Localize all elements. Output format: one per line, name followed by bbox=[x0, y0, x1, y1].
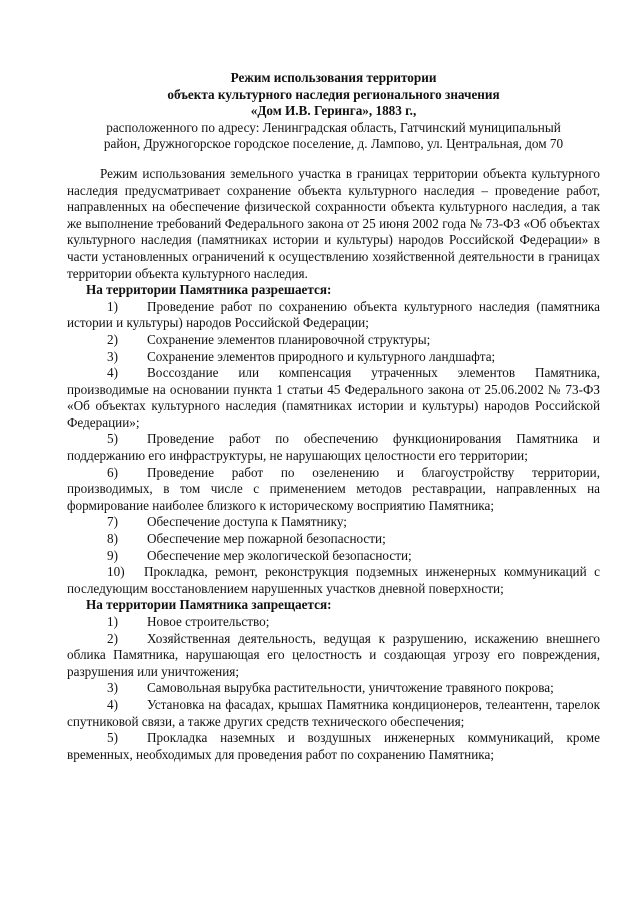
list-item bbox=[67, 299, 600, 332]
list-item bbox=[67, 564, 600, 597]
item-number: 4) bbox=[107, 696, 118, 712]
item-number: 4) bbox=[107, 365, 118, 381]
allowed-heading: На территории Памятника разрешается: bbox=[86, 282, 332, 298]
title-line-1: Режим использования территории bbox=[230, 70, 437, 85]
address-line-2: район, Дружногорское городское поселение, д. Лампово, ул. Центральная, дом 70 bbox=[103, 136, 564, 152]
item-number: 2) bbox=[107, 630, 118, 646]
list-item bbox=[67, 730, 600, 763]
item-text: Обеспечение мер экологической безопасности; bbox=[147, 547, 412, 563]
item-number: 3) bbox=[107, 348, 118, 364]
list-item bbox=[67, 514, 600, 531]
item-text: Обеспечение мер пожарной безопасности; bbox=[147, 531, 386, 547]
item-text: Воссоздание или компенсация утраченных элементов Памятника, производимые на основании пункта 1 статьи 45 Федерального закона от 25.06.2002 № 73-ФЗ «Об объектах культурного наследия (памятниках истории и культуры) народов Российской Федерации»; bbox=[67, 365, 600, 430]
list-item bbox=[67, 614, 600, 631]
item-text: Сохранение элементов планировочной структуры; bbox=[147, 331, 431, 347]
list-item bbox=[67, 332, 600, 349]
item-number: 10) bbox=[107, 564, 125, 580]
list-item bbox=[67, 349, 600, 366]
item-text: Новое строительство; bbox=[147, 614, 270, 629]
item-number: 5) bbox=[107, 730, 118, 746]
item-number: 3) bbox=[107, 680, 118, 696]
allowed-list bbox=[67, 299, 600, 598]
list-item bbox=[67, 680, 600, 697]
list-item bbox=[67, 431, 600, 464]
item-text: Проведение работ по сохранению объекта культурного наследия (памятника истории и культуры) народов Российской Федерации; bbox=[67, 298, 600, 331]
item-text: Обеспечение доступа к Памятнику; bbox=[147, 514, 347, 530]
intro-paragraph: Режим использования земельного участка в границах территории объекта культурного наследия предусматривает сохранение объекта культурного наследия – проведение работ, направленных на обеспечение физической сохранности объекта культурного наследия, а так же выполнение требований Федерального закона от 25 июня 2002 года № 73-ФЗ «Об объектах культурного наследия (памятниках истории и культуры) народов Российской Федерации» в части установленных ограничений к осуществлению хозяйственной деятельности в границах территории объекта культурного наследия. bbox=[67, 165, 600, 281]
address-line-1: расположенного по адресу: Ленинградская область, Гатчинский муниципальный bbox=[106, 119, 561, 135]
title-line-3: «Дом И.В. Геринга», 1883 г., bbox=[250, 103, 417, 119]
item-text: Установка на фасадах, крышах Памятника кондиционеров, телеантенн, тарелок спутниковой связи, а также других средств технического обеспечения; bbox=[67, 696, 600, 729]
item-number: 7) bbox=[107, 514, 118, 530]
item-text: Проведение работ по озеленению и благоустройству территории, производимых, в том числе с применением методов реставрации, направленных на формирование наиболее близкого к историческому восприятию Памятника; bbox=[67, 464, 600, 513]
document-title bbox=[67, 70, 600, 153]
list-item bbox=[67, 465, 600, 515]
item-text: Прокладка наземных и воздушных инженерных коммуникаций, кроме временных, необходимых для проведения работ по сохранению Памятника; bbox=[67, 730, 600, 762]
item-number: 8) bbox=[107, 531, 118, 547]
list-item bbox=[67, 531, 600, 548]
item-text: Проведение работ по обеспечению функционирования Памятника и поддержанию его инфраструктуры, не нарушающих целостности его территории; bbox=[67, 431, 600, 464]
item-number: 2) bbox=[107, 331, 118, 347]
item-number: 9) bbox=[107, 547, 118, 563]
forbidden-heading: На территории Памятника запрещается: bbox=[86, 597, 332, 613]
item-text: Сохранение элементов природного и культурного ландшафта; bbox=[147, 348, 496, 364]
item-number: 5) bbox=[107, 431, 118, 447]
item-text: Прокладка, ремонт, реконструкция подземных инженерных коммуникаций с последующим восстановлением нарушенных участков дневной поверхности; bbox=[67, 564, 600, 596]
item-text: Самовольная вырубка растительности, уничтожение травяного покрова; bbox=[147, 680, 554, 696]
item-number: 6) bbox=[107, 464, 118, 480]
list-item bbox=[67, 548, 600, 565]
list-item bbox=[67, 697, 600, 730]
item-text: Хозяйственная деятельность, ведущая к разрушению, искажению внешнего облика Памятника, нарушающая его целостность и создающая угрозу его повреждения, разрушения или уничтожения; bbox=[67, 630, 600, 679]
item-number: 1) bbox=[107, 614, 118, 629]
list-item bbox=[67, 631, 600, 681]
item-number: 1) bbox=[107, 298, 118, 314]
forbidden-list bbox=[67, 614, 600, 763]
title-line-2: объекта культурного наследия регионального значения bbox=[167, 86, 500, 102]
list-item bbox=[67, 365, 600, 431]
